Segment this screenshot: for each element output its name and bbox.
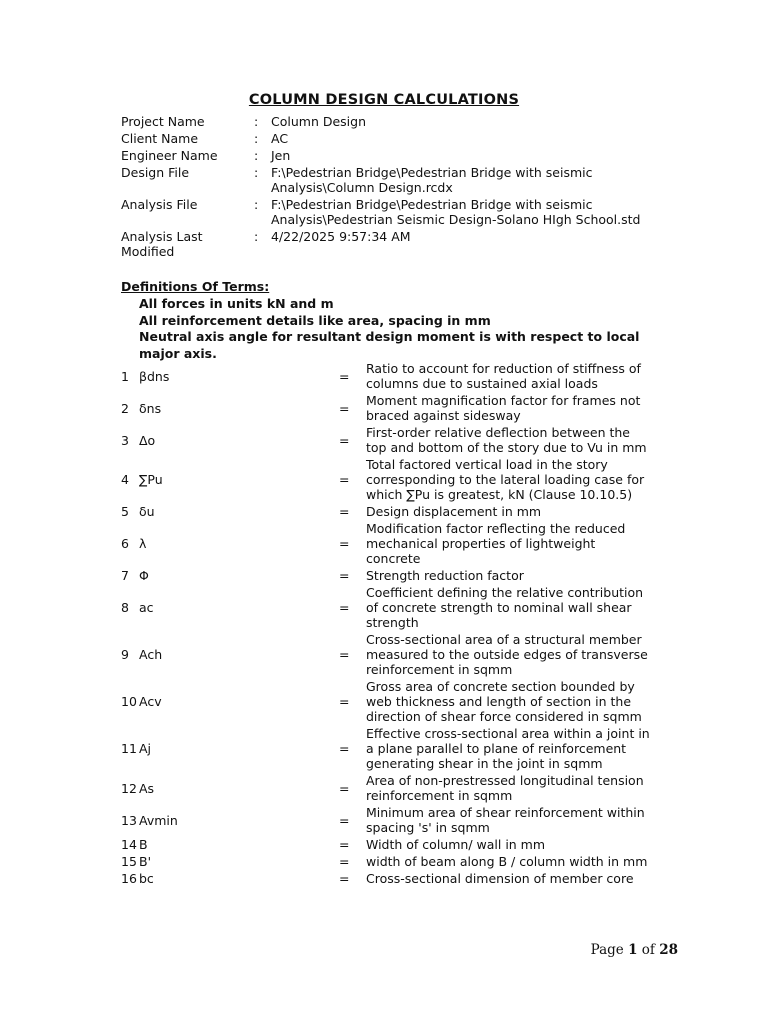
- info-label: Analysis Last Modified: [121, 229, 203, 259]
- term-definition: Strength reduction factor: [366, 568, 524, 583]
- page-current: 1: [628, 942, 638, 958]
- term-row: [121, 773, 651, 805]
- term-equals: =: [339, 568, 350, 583]
- info-value: 4/22/2025 9:57:34 AM: [271, 229, 411, 244]
- term-number: 6: [121, 536, 129, 551]
- term-symbol: δns: [139, 400, 162, 416]
- term-definition: Minimum area of shear reinforcement within spacing 's' in sqmm: [366, 805, 645, 835]
- term-definition: Coefficient defining the relative contribution of concrete strength to nominal wall shear strength: [366, 585, 644, 630]
- page-of: of: [641, 942, 655, 958]
- term-definition: Design displacement in mm: [366, 504, 542, 519]
- term-row: [121, 504, 651, 521]
- term-equals: =: [339, 536, 350, 551]
- info-row: [121, 165, 661, 197]
- term-row: [121, 361, 651, 393]
- term-equals: =: [339, 871, 350, 886]
- term-symbol: B': [139, 854, 152, 869]
- term-number: 4: [121, 472, 129, 487]
- term-symbol: bc: [139, 871, 154, 886]
- term-row: [121, 837, 651, 854]
- term-symbol: Aj: [139, 741, 152, 756]
- term-symbol: βdns: [139, 368, 170, 384]
- info-label: Client Name: [121, 131, 199, 146]
- term-symbol: Ach: [139, 647, 163, 662]
- definitions-heading: Definitions Of Terms:: [121, 279, 270, 294]
- info-separator: :: [254, 165, 259, 180]
- term-definition: Total factored vertical load in the story corresponding to the lateral loading case for which ∑Pu is greatest, kN (Clause 10.10.5): [366, 457, 645, 502]
- term-number: 1: [121, 368, 129, 384]
- info-separator: :: [254, 197, 259, 212]
- info-row: [121, 114, 661, 131]
- term-equals: =: [339, 694, 350, 709]
- term-symbol: Avmin: [139, 812, 178, 828]
- term-number: 5: [121, 504, 129, 519]
- term-symbol: Φ: [139, 568, 149, 583]
- info-row: [121, 148, 661, 165]
- info-value: Jen: [271, 148, 291, 163]
- info-separator: :: [254, 114, 259, 129]
- term-definition: Moment magnification factor for frames not braced against sidesway: [366, 393, 641, 423]
- page-total: 28: [659, 942, 678, 958]
- info-label: Engineer Name: [121, 148, 218, 163]
- project-info-table: [121, 114, 661, 261]
- term-row: [121, 854, 651, 871]
- info-value: F:\Pedestrian Bridge\Pedestrian Bridge with seismic Analysis\Column Design.rcdx: [271, 165, 593, 195]
- term-number: 12: [121, 780, 137, 796]
- term-definition: Ratio to account for reduction of stiffness of columns due to sustained axial loads: [366, 361, 641, 391]
- term-equals: =: [339, 400, 350, 416]
- term-definition: Gross area of concrete section bounded by web thickness and length of section in the direction of shear force considered in sqmm: [366, 679, 642, 724]
- term-definition: Area of non-prestressed longitudinal tension reinforcement in sqmm: [366, 773, 644, 803]
- term-row: [121, 393, 651, 425]
- term-equals: =: [339, 854, 350, 869]
- term-equals: =: [339, 647, 350, 662]
- term-equals: =: [339, 741, 350, 756]
- term-number: 13: [121, 812, 137, 828]
- note-neutral-axis: Neutral axis angle for resultant design moment is with respect to local major axis.: [139, 329, 640, 361]
- term-definition: First-order relative deflection between the top and bottom of the story due to Vu in mm: [366, 425, 647, 455]
- info-row: [121, 229, 661, 261]
- term-row: [121, 871, 651, 888]
- term-row: [121, 425, 651, 457]
- info-separator: :: [254, 131, 259, 146]
- term-row: [121, 726, 651, 773]
- term-number: 11: [121, 741, 137, 756]
- info-value: F:\Pedestrian Bridge\Pedestrian Bridge with seismic Analysis\Pedestrian Seismic Design-Solano HIgh School.std: [271, 197, 641, 227]
- term-equals: =: [339, 368, 350, 384]
- info-label: Design File: [121, 165, 190, 180]
- term-symbol: ∑Pu: [139, 472, 163, 487]
- term-equals: =: [339, 812, 350, 828]
- term-number: 8: [121, 600, 129, 615]
- term-equals: =: [339, 432, 350, 448]
- term-definition: Width of column/ wall in mm: [366, 837, 546, 852]
- term-symbol: B: [139, 837, 148, 852]
- page-word: Page: [590, 942, 624, 958]
- term-row: [121, 568, 651, 585]
- term-row: [121, 679, 651, 726]
- term-number: 9: [121, 647, 129, 662]
- term-number: 10: [121, 694, 137, 709]
- term-definition: Modification factor reflecting the reduced mechanical properties of lightweight concrete: [366, 521, 626, 566]
- term-definition: Cross-sectional area of a structural member measured to the outside edges of transverse reinforcement in sqmm: [366, 632, 648, 677]
- info-label: Analysis File: [121, 197, 198, 212]
- info-separator: :: [254, 229, 259, 244]
- info-value: AC: [271, 131, 289, 146]
- info-value: Column Design: [271, 114, 367, 129]
- term-row: [121, 585, 651, 632]
- info-label: Project Name: [121, 114, 205, 129]
- info-row: [121, 131, 661, 148]
- term-equals: =: [339, 600, 350, 615]
- term-row: [121, 457, 651, 504]
- note-reinforcement: All reinforcement details like area, spacing in mm: [139, 312, 491, 328]
- term-symbol: As: [139, 780, 155, 796]
- page-number: [591, 943, 678, 958]
- term-symbol: ac: [139, 600, 154, 615]
- term-number: 15: [121, 854, 137, 869]
- term-definition: Cross-sectional dimension of member core: [366, 871, 634, 886]
- term-equals: =: [339, 780, 350, 796]
- term-symbol: λ: [139, 536, 147, 551]
- term-symbol: Acv: [139, 694, 162, 709]
- term-equals: =: [339, 472, 350, 487]
- definitions-notes: [139, 296, 659, 362]
- term-row: [121, 521, 651, 568]
- term-row: [121, 805, 651, 837]
- term-row: [121, 632, 651, 679]
- term-number: 7: [121, 568, 129, 583]
- note-units: All forces in units kN and m: [139, 296, 334, 311]
- term-number: 3: [121, 432, 129, 448]
- term-definition: width of beam along B / column width in mm: [366, 854, 648, 869]
- term-definition: Effective cross-sectional area within a joint in a plane parallel to plane of reinforcement generating shear in the joint in sqmm: [366, 726, 650, 771]
- term-symbol: δu: [139, 504, 155, 519]
- term-symbol: Δo: [139, 432, 156, 448]
- terms-table: [121, 361, 651, 888]
- term-number: 2: [121, 400, 129, 416]
- info-separator: :: [254, 148, 259, 163]
- term-equals: =: [339, 504, 350, 519]
- term-number: 16: [121, 871, 137, 886]
- term-equals: =: [339, 837, 350, 852]
- term-number: 14: [121, 837, 137, 852]
- info-row: [121, 197, 661, 229]
- document-title: COLUMN DESIGN CALCULATIONS: [248, 92, 520, 108]
